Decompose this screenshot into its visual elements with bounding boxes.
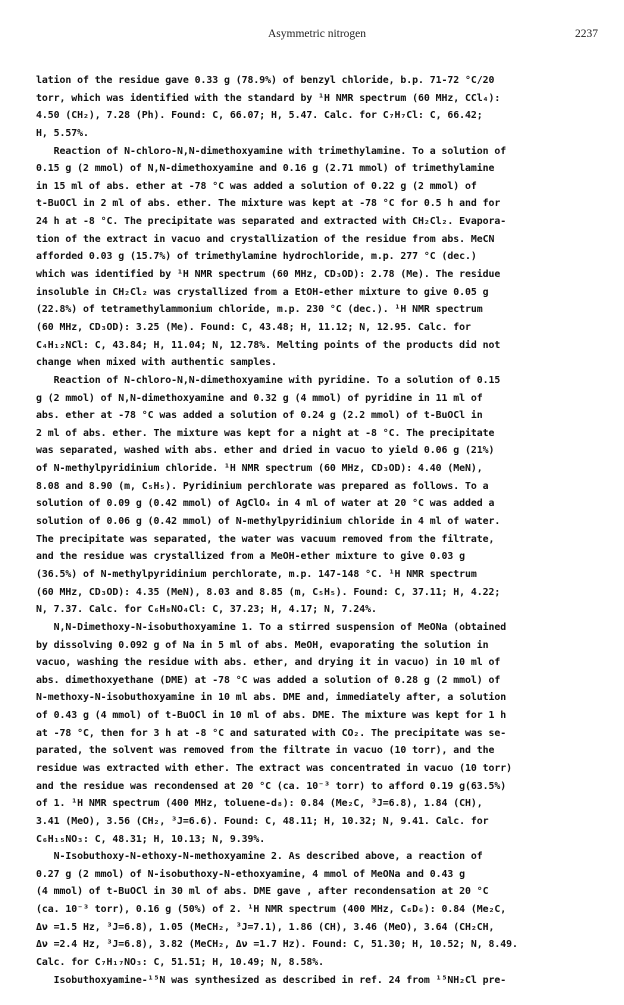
- text-line: solution of 0.06 g (0.42 mmol) of N-methylpyridinium chloride in 4 ml of water.: [36, 516, 501, 528]
- section-heading-line: N,N-Dimethoxy-N-isobuthoxyamine 1. To a stirred suspension of MeONa (obtained: [36, 621, 507, 633]
- text-line: and the residue was crystallized from a MeOH-ether mixture to give 0.03 g: [36, 551, 465, 563]
- section-heading-line: Isobuthoxyamine-¹⁵N was synthesized as described in ref. 24 from ¹⁵NH₂Cl pre-: [36, 974, 507, 986]
- text-line: t-BuOCl in 2 ml of abs. ether. The mixture was kept at -78 °C for 0.5 h and for: [36, 198, 501, 210]
- text-line: (60 MHz, CD₃OD): 3.25 (Me). Found: C, 43.48; H, 11.12; N, 12.95. Calc. for: [36, 321, 471, 333]
- text-line: 3.41 (MeO), 3.56 (CH₂, ³J=6.6). Found: C, 48.11; H, 10.32; N, 9.41. Calc. for: [36, 815, 489, 827]
- text-line: and the residue was recondensed at 20 °C (ca. 10⁻³ torr) to afford 0.19 g(63.5%): [36, 780, 507, 792]
- text-line: tion of the extract in vacuo and crystallization of the residue from abs. MeCN: [36, 233, 495, 245]
- text-line: The precipitate was separated, the water was vacuum removed from the filtrate,: [36, 533, 495, 545]
- text-line: of N-methylpyridinium chloride. ¹H NMR spectrum (60 MHz, CD₃OD): 4.40 (MeN),: [36, 463, 483, 475]
- text-line: which was identified by ¹H NMR spectrum (60 MHz, CD₃OD): 2.78 (Me). The residue: [36, 269, 501, 281]
- text-line: (22.8%) of tetramethylammonium chloride, m.p. 230 °C (dec.). ¹H NMR spectrum: [36, 304, 483, 316]
- text-line: C₆H₁₅NO₃: C, 48.31; H, 10.13; N, 9.39%.: [36, 833, 266, 845]
- text-line: abs. dimethoxyethane (DME) at -78 °C was added a solution of 0.28 g (2 mmol) of: [36, 674, 501, 686]
- text-line: residue was extracted with ether. The extract was concentrated in vacuo (10 torr): [36, 762, 512, 774]
- text-line: Δν =2.4 Hz, ³J=6.8), 3.82 (MeCH₂, Δν =1.7 Hz). Found: C, 51.30; H, 10.52; N, 8.49.: [36, 939, 518, 951]
- text-line: 8.08 and 8.90 (m, C₅H₅). Pyridinium perchlorate was prepared as follows. To a: [36, 480, 489, 492]
- text-line: (36.5%) of N-methylpyridinium perchlorate, m.p. 147-148 °C. ¹H NMR spectrum: [36, 568, 477, 580]
- text-line: change when mixed with authentic samples.: [36, 357, 277, 369]
- text-line: afforded 0.03 g (15.7%) of trimethylamine hydrochloride, m.p. 277 °C (dec.): [36, 251, 477, 263]
- running-title: Asymmetric nitrogen: [267, 28, 367, 40]
- text-line: vacuo, washing the residue with abs. ether, and drying it in vacuo) in 10 ml of: [36, 657, 501, 669]
- text-line: torr, which was identified with the standard by ¹H NMR spectrum (60 MHz, CCl₄):: [36, 92, 501, 104]
- section-heading-line: Reaction of N-chloro-N,N-dimethoxyamine with trimethylamine. To a solution of: [36, 145, 507, 157]
- text-line: 2 ml of abs. ether. The mixture was kept for a night at -8 °C. The precipitate: [36, 427, 495, 439]
- text-line: (60 MHz, CD₃OD): 4.35 (MeN), 8.03 and 8.85 (m, C₅H₅). Found: C, 37.11; H, 4.22;: [36, 586, 501, 598]
- text-line: parated, the solvent was removed from the filtrate in vacuo (10 torr), and the: [36, 745, 495, 757]
- text-line: N, 7.37. Calc. for C₆H₈NO₄Cl: C, 37.23; H, 4.17; N, 7.24%.: [36, 604, 377, 616]
- text-line: Calc. for C₇H₁₇NO₃: C, 51.51; H, 10.49; N, 8.58%.: [36, 957, 324, 969]
- page-number: 2237: [575, 28, 598, 40]
- text-line: abs. ether at -78 °C was added a solution of 0.24 g (2.2 mmol) of t-BuOCl in: [36, 410, 483, 422]
- text-line: solution of 0.09 g (0.42 mmol) of AgClO₄ in 4 ml of water at 20 °C was added a: [36, 498, 495, 510]
- section-heading-line: N-Isobuthoxy-N-ethoxy-N-methoxyamine 2. As described above, a reaction of: [36, 851, 483, 863]
- text-line: insoluble in CH₂Cl₂ was crystallized from a EtOH-ether mixture to give 0.05 g: [36, 286, 489, 298]
- text-line: 0.15 g (2 mmol) of N,N-dimethoxyamine and 0.16 g (2.71 mmol) of trimethylamine: [36, 163, 495, 175]
- text-line: C₄H₁₂NCl: C, 43.84; H, 11.04; N, 12.78%. Melting points of the products did not: [36, 339, 501, 351]
- running-header: [36, 28, 598, 44]
- text-line: by dissolving 0.092 g of Na in 5 ml of abs. MeOH, evaporating the solution in: [36, 639, 489, 651]
- text-line: H, 5.57%.: [36, 127, 89, 139]
- text-line: (4 mmol) of t-BuOCl in 30 ml of abs. DME gave , after recondensation at 20 °C: [36, 886, 489, 898]
- body-text: [36, 72, 598, 989]
- text-line: at -78 °C, then for 3 h at -8 °C and saturated with CO₂. The precipitate was se-: [36, 727, 507, 739]
- text-line: (ca. 10⁻³ torr), 0.16 g (50%) of 2. ¹H NMR spectrum (400 MHz, C₆D₆): 0.84 (Me₂C,: [36, 904, 507, 916]
- text-line: in 15 ml of abs. ether at -78 °C was added a solution of 0.22 g (2 mmol) of: [36, 180, 477, 192]
- text-line: g (2 mmol) of N,N-dimethoxyamine and 0.32 g (4 mmol) of pyridine in 11 ml of: [36, 392, 483, 404]
- text-line: 24 h at -8 °C. The precipitate was separated and extracted with CH₂Cl₂. Evapora-: [36, 216, 507, 228]
- text-line: 4.50 (CH₂), 7.28 (Ph). Found: C, 66.07; H, 5.47. Calc. for C₇H₇Cl: C, 66.42;: [36, 110, 483, 122]
- text-line: 0.27 g (2 mmol) of N-isobuthoxy-N-ethoxyamine, 4 mmol of MeONa and 0.43 g: [36, 868, 465, 880]
- text-line: of 1. ¹H NMR spectrum (400 MHz, toluene-d₈): 0.84 (Me₂C, ³J=6.8), 1.84 (CH),: [36, 798, 483, 810]
- text-line: Δν =1.5 Hz, ³J=6.8), 1.05 (MeCH₂, ³J=7.1), 1.86 (CH), 3.46 (MeO), 3.64 (CH₂CH,: [36, 921, 495, 933]
- text-line: of 0.43 g (4 mmol) of t-BuOCl in 10 ml of abs. DME. The mixture was kept for 1 h: [36, 710, 507, 722]
- section-heading-line: Reaction of N-chloro-N,N-dimethoxyamine with pyridine. To a solution of 0.15: [36, 374, 501, 386]
- text-line: was separated, washed with abs. ether and dried in vacuo to yield 0.06 g (21%): [36, 445, 495, 457]
- text-line: lation of the residue gave 0.33 g (78.9%) of benzyl chloride, b.p. 71-72 °C/20: [36, 75, 495, 86]
- text-line: N-methoxy-N-isobuthoxyamine in 10 ml abs. DME and, immediately after, a solution: [36, 692, 507, 704]
